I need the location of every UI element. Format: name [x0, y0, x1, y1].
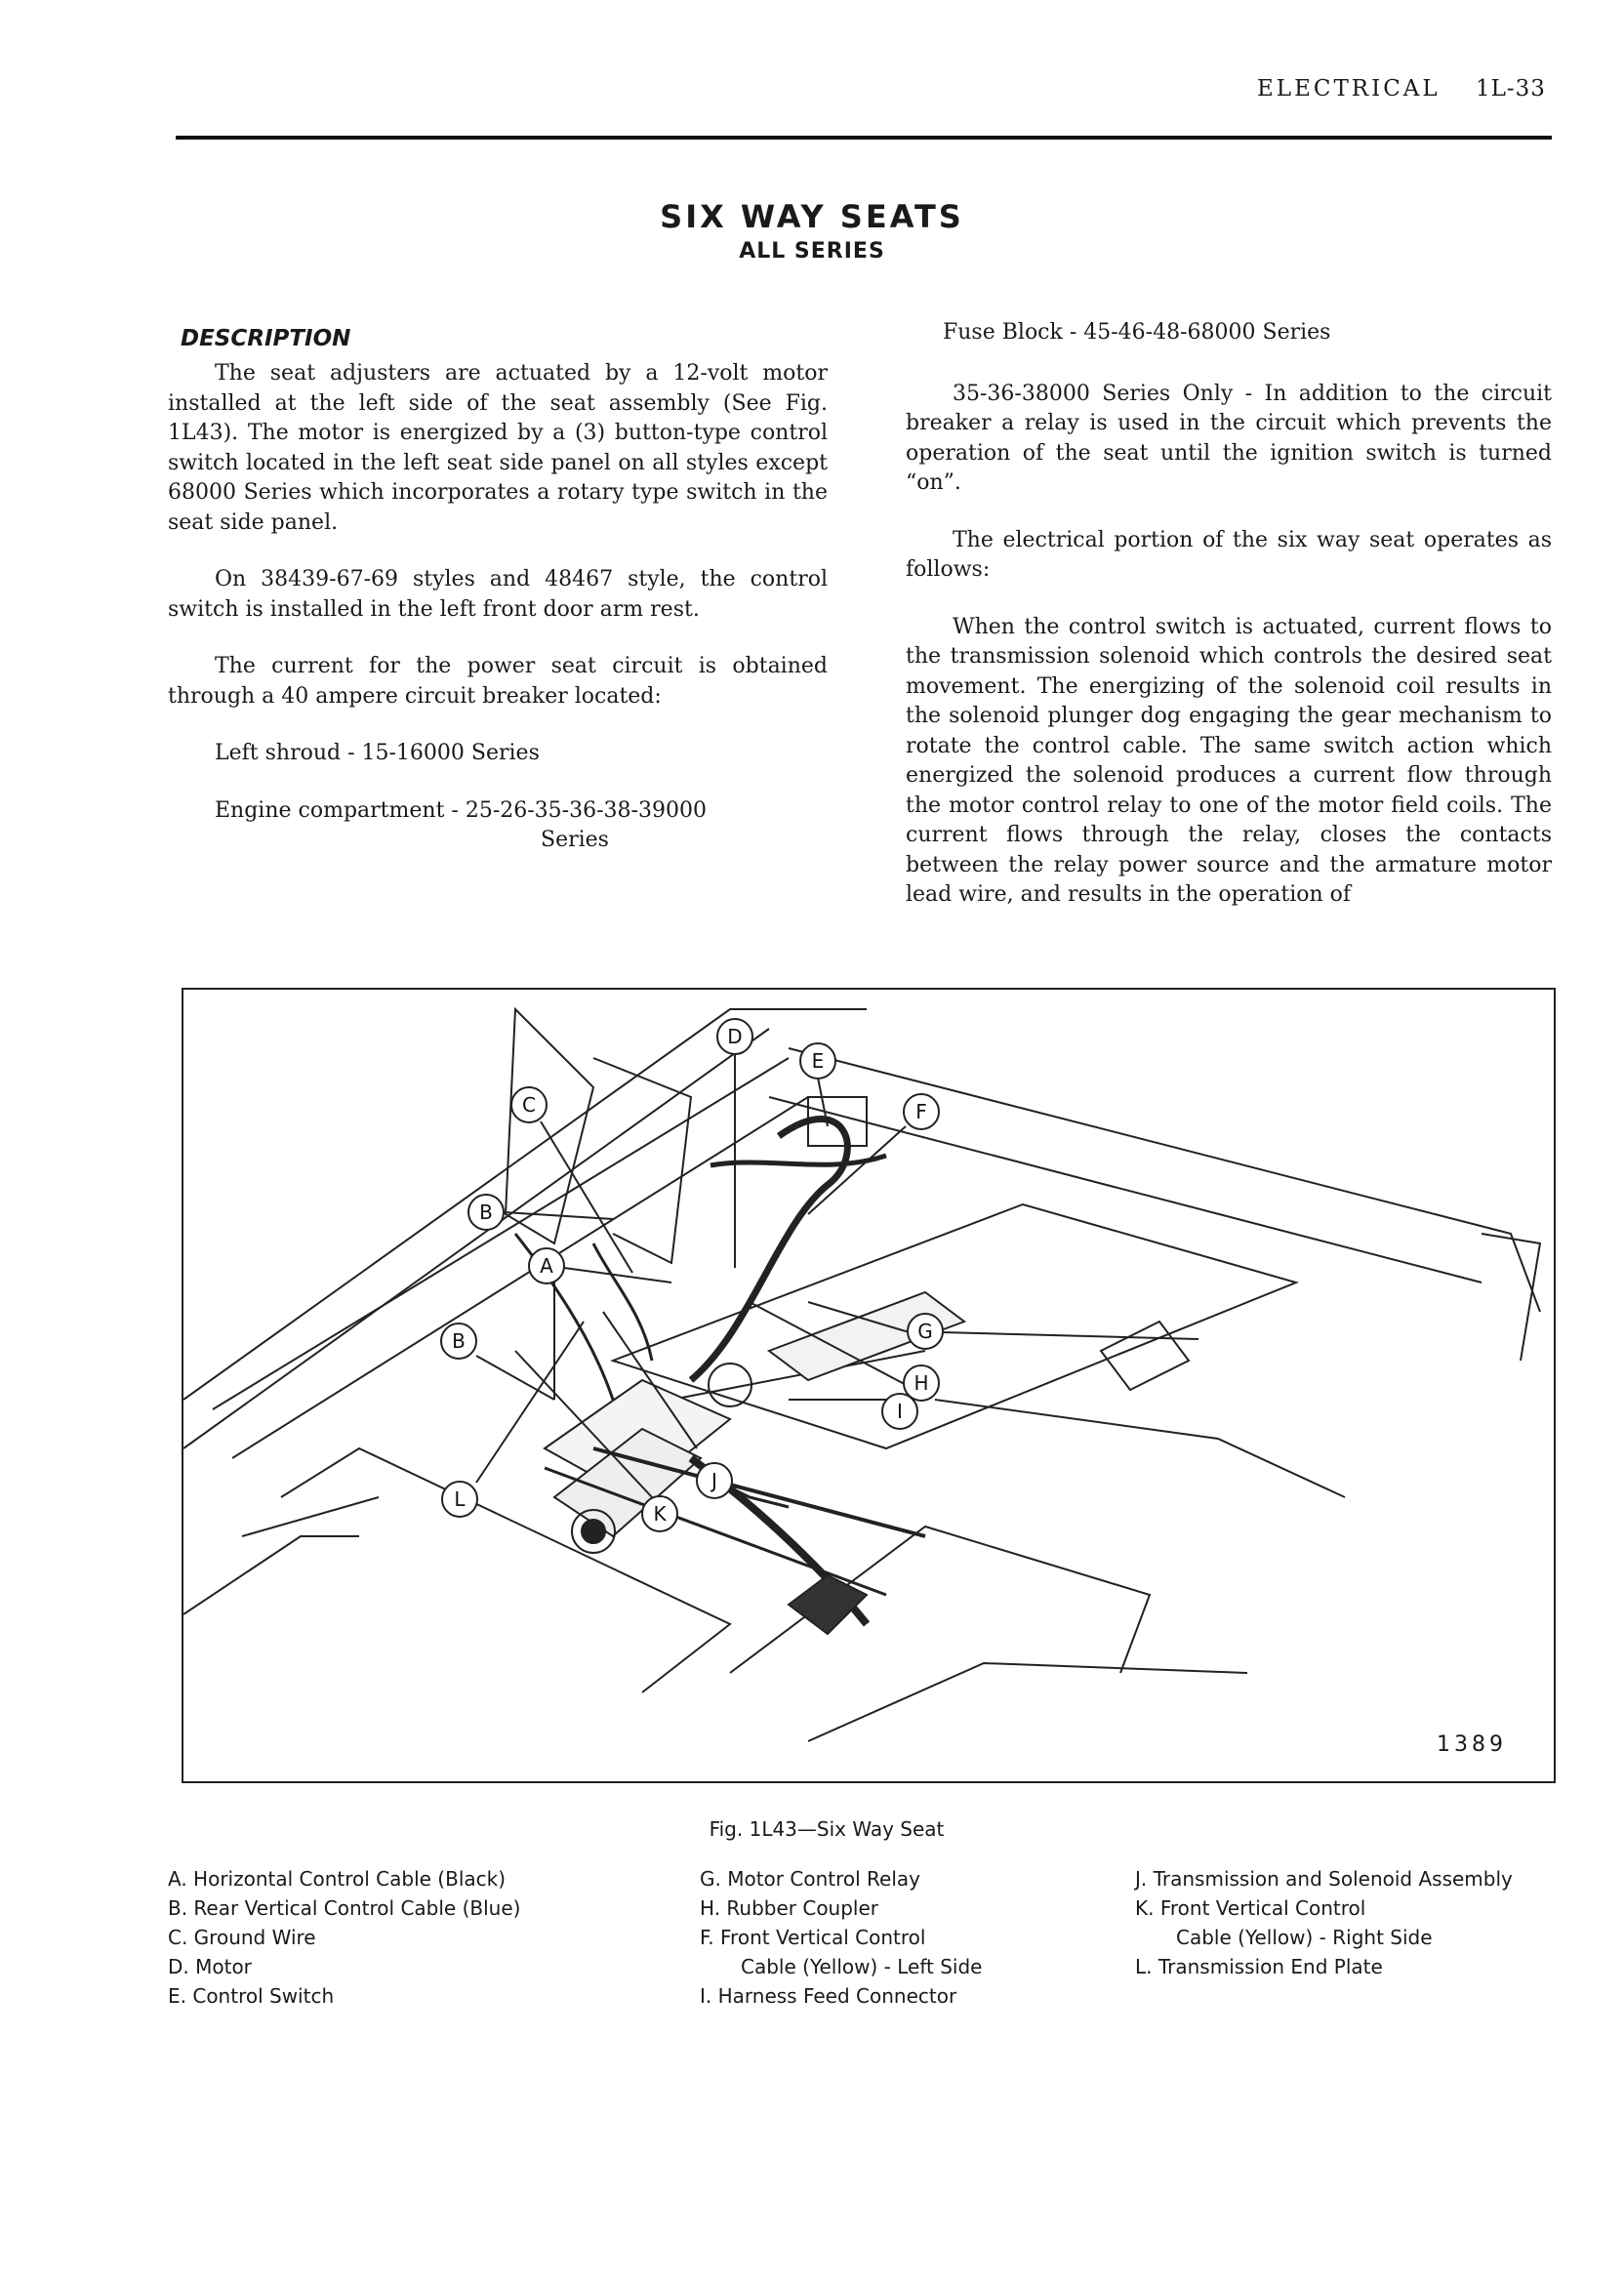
svg-text:C: C: [522, 1093, 536, 1117]
legend-item: H. Rubber Coupler: [700, 1896, 879, 1920]
figure-caption: Fig. 1L43—Six Way Seat: [709, 1817, 945, 1841]
page-subtitle: ALL SERIES: [739, 239, 885, 264]
callout-b-lower: [441, 1323, 476, 1359]
legend-item-continued: Cable (Yellow) - Left Side: [741, 1955, 983, 1978]
seat-track: [213, 1058, 789, 1409]
svg-text:A: A: [540, 1254, 553, 1278]
svg-text:H: H: [914, 1371, 929, 1395]
legend-item: C. Ground Wire: [168, 1926, 316, 1949]
legend-item-continued: Cable (Yellow) - Right Side: [1176, 1926, 1433, 1949]
callout-i: [882, 1394, 917, 1429]
figure-six-way-seat: [182, 988, 1556, 1783]
callout-f: [904, 1094, 939, 1129]
paragraph: The current for the power seat circuit is obtained through a 40 ampere circuit breaker located:: [168, 654, 828, 709]
callout-g: [908, 1314, 943, 1349]
fuse-block-line: Fuse Block - 45-46-48-68000 Series: [943, 320, 1331, 345]
section-name: ELECTRICAL: [1257, 76, 1441, 102]
breaker-location: [168, 796, 828, 856]
rear-rail-end: [1482, 1234, 1540, 1361]
svg-text:I: I: [897, 1400, 903, 1423]
legend-item: L. Transmission End Plate: [1135, 1955, 1383, 1978]
svg-text:B: B: [479, 1201, 493, 1224]
paragraph: 35-36-38000 Series Only - In addition to the circuit breaker a relay is used in the circuit which prevents the operation of the seat until the ignition switch is turned “on”.: [906, 381, 1552, 495]
callout-b-upper: [468, 1195, 504, 1230]
paragraph: When the control switch is actuated, current flows to the transmission solenoid which controls the desired seat movement. The energizing of the solenoid coil results in the solenoid plunger dog engaging the gear mechanism to rotate the control cable. The same switch action which energized the solenoid produces a current flow through the motor control relay to one of the motor field coils. The current flows through the relay, closes the contacts between the relay power source and the armature motor lead wire, and results in the operation of: [906, 614, 1552, 907]
legend-item: G. Motor Control Relay: [700, 1867, 920, 1891]
svg-text:F: F: [915, 1100, 927, 1123]
floor-line: [808, 1663, 1247, 1741]
legend-item: E. Control Switch: [168, 1984, 335, 2008]
callout-d: [717, 1019, 752, 1054]
paragraph: The seat adjusters are actuated by a 12-volt motor installed at the left side of the seat assembly (See Fig. 1L43). The motor is energized by a (3) button-type control switch located in the left seat side panel on all styles except 68000 Series which incorporates a rotary type switch in the seat side panel.: [168, 361, 828, 535]
legend-item: D. Motor: [168, 1955, 252, 1978]
legend-column-3: [1135, 1864, 1513, 1981]
callout-l: [442, 1482, 477, 1517]
legend-item: J. Transmission and Solenoid Assembly: [1135, 1867, 1513, 1891]
floor-line: [183, 1536, 359, 1614]
legend-item: I. Harness Feed Connector: [700, 1984, 957, 2008]
frame-rail: [183, 1029, 769, 1448]
right-column: [906, 318, 1552, 911]
svg-text:D: D: [727, 1025, 743, 1048]
svg-text:G: G: [917, 1320, 933, 1343]
floor-line: [242, 1497, 379, 1536]
control-cable: [593, 1243, 652, 1361]
left-column: [168, 359, 828, 856]
legend-item: B. Rear Vertical Control Cable (Blue): [168, 1896, 521, 1920]
legend-column-2: [700, 1864, 982, 2011]
figure-number: 1389: [1437, 1732, 1507, 1757]
callout-e: [800, 1043, 835, 1079]
header-rule: [176, 136, 1552, 140]
callout-k: [642, 1496, 677, 1531]
legend-item: F. Front Vertical Control: [700, 1926, 926, 1949]
wiring-harness: [710, 1156, 886, 1165]
callout-j: [697, 1463, 732, 1498]
svg-text:L: L: [454, 1487, 466, 1511]
paragraph: The electrical portion of the six way seat operates as follows:: [906, 527, 1552, 582]
rear-rail: [769, 1097, 1482, 1282]
legend-column-1: [168, 1864, 520, 2011]
svg-text:E: E: [811, 1049, 825, 1073]
svg-text:J: J: [711, 1469, 717, 1492]
seat-mechanism-illustration: [183, 990, 1554, 1781]
callout-a: [529, 1248, 564, 1283]
legend-item: K. Front Vertical Control: [1135, 1896, 1366, 1920]
mount-line: [935, 1400, 1345, 1497]
breaker-location-line: Engine compartment - 25-26-35-36-38-39000: [215, 797, 707, 823]
page-title: SIX WAY SEATS: [660, 198, 964, 235]
paragraph: On 38439-67-69 styles and 48467 style, the control switch is installed in the left front door arm rest.: [168, 567, 828, 622]
svg-text:B: B: [452, 1329, 466, 1353]
legend-item: A. Horizontal Control Cable (Black): [168, 1867, 507, 1891]
svg-text:K: K: [653, 1502, 667, 1526]
description-heading: DESCRIPTION: [181, 326, 351, 351]
breaker-location-line: Series: [541, 828, 609, 852]
breaker-location: Left shroud - 15-16000 Series: [215, 741, 540, 765]
callout-c: [511, 1087, 547, 1122]
page-number: 1L-33: [1476, 76, 1546, 102]
rear-rail: [789, 1048, 1540, 1312]
